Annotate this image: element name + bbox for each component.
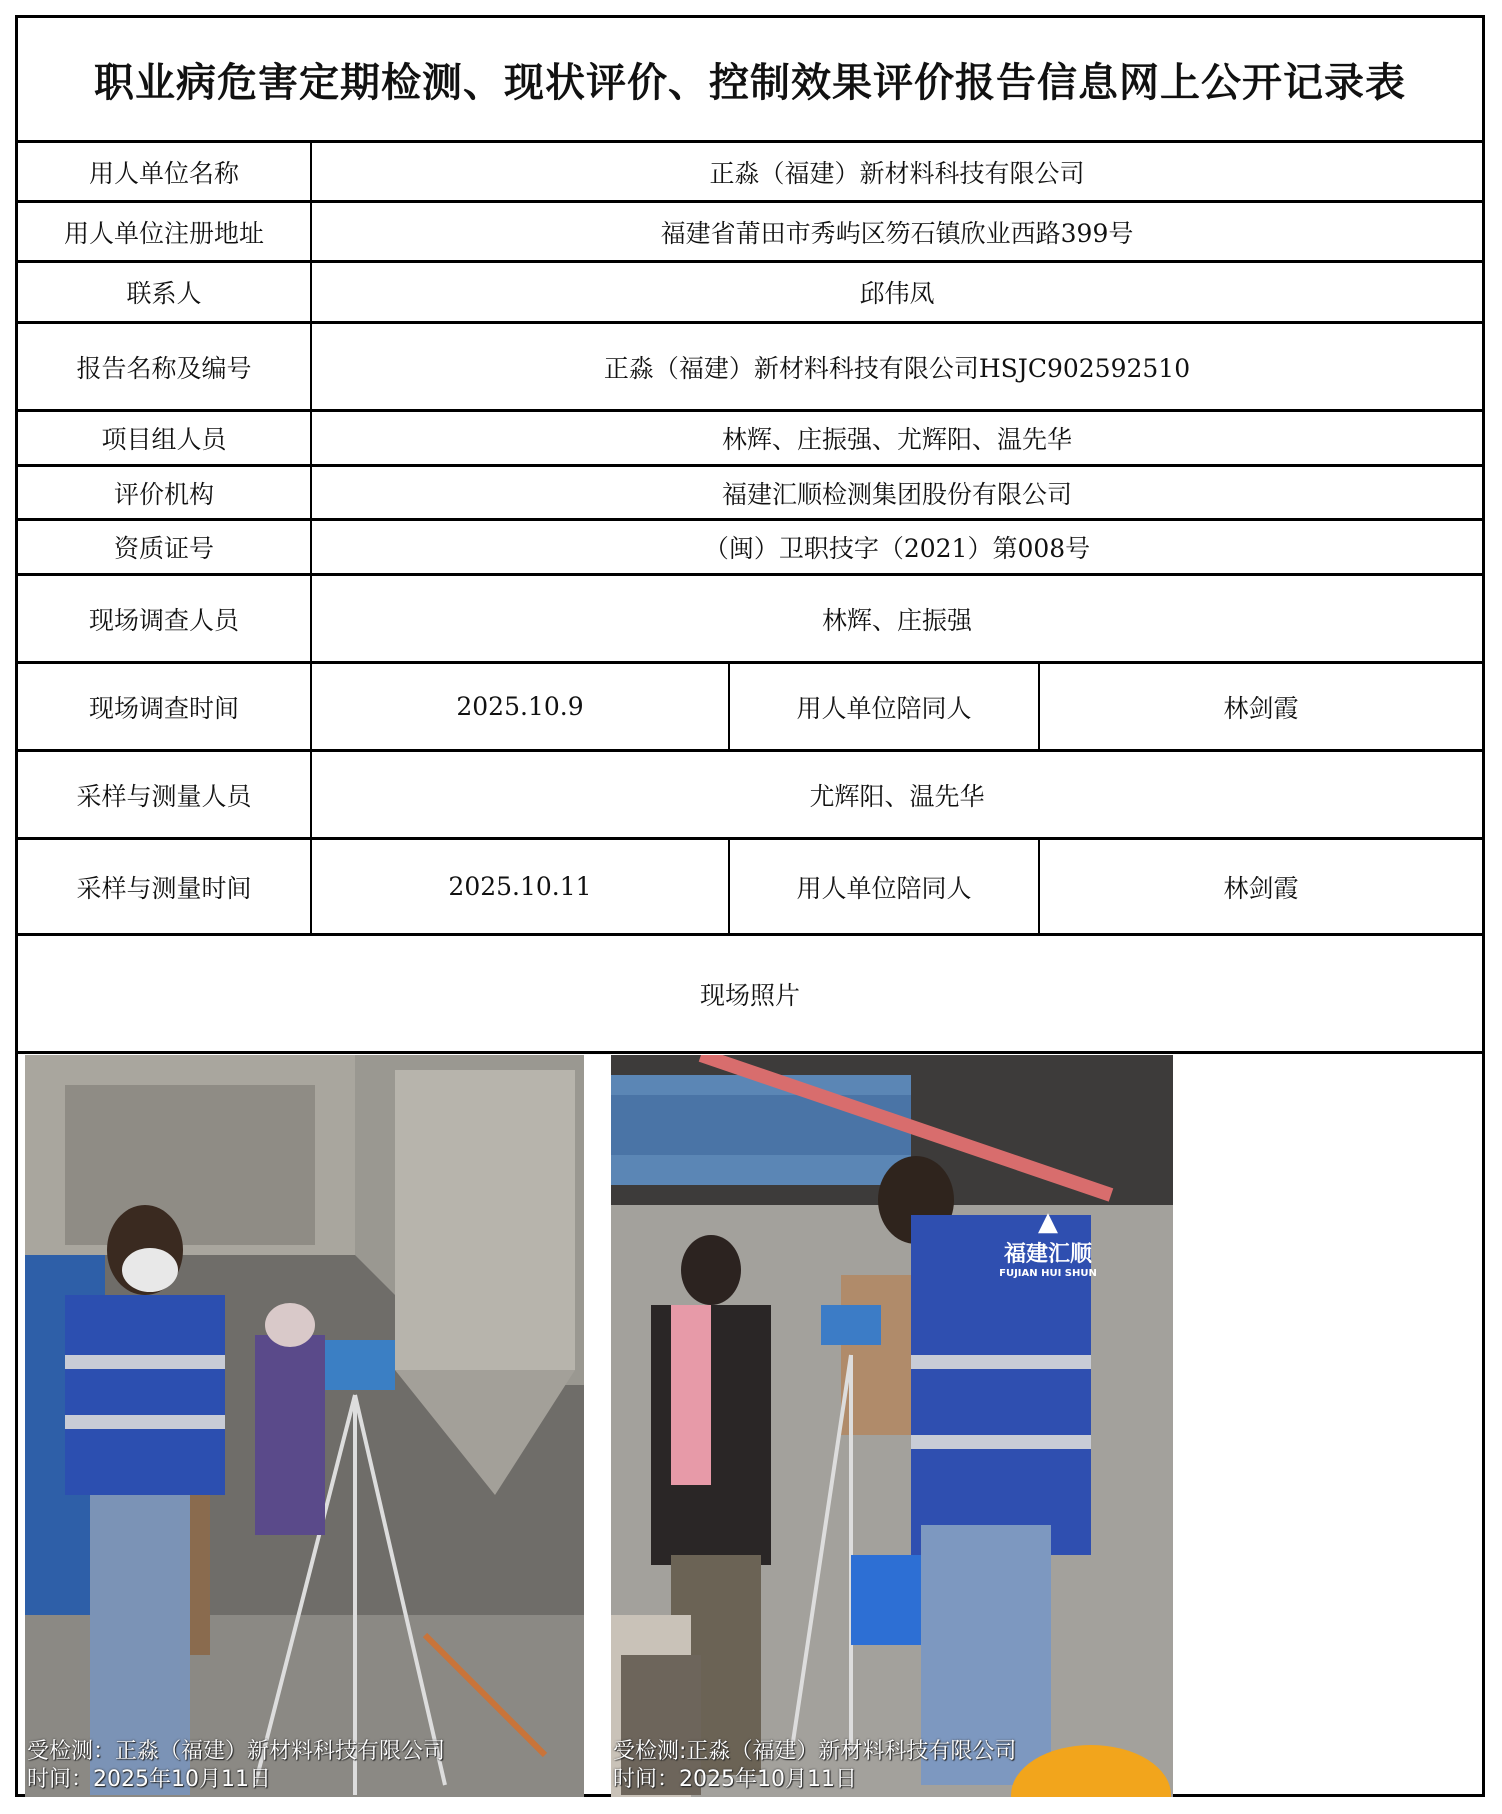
agency-label: 评价机构 [113, 479, 214, 509]
row-license [18, 518, 1482, 573]
site-photos [18, 1051, 1482, 1794]
site-photo-1 [25, 1055, 584, 1797]
vest-logo [993, 1207, 1103, 1279]
document-title: 职业病危害定期检测、现状评价、控制效果评价报告信息网上公开记录表 [94, 59, 1406, 106]
survey-time-value: 2025.10.9 [310, 664, 728, 749]
row-agency [18, 464, 1482, 518]
sampling-companion-label: 用人单位陪同人 [728, 840, 1038, 933]
employer-name-value: 正淼（福建）新材料科技有限公司 [310, 143, 1482, 200]
photo-2-caption-time: 时间：2025年10月11日 [613, 1767, 857, 1792]
row-survey-time [18, 661, 1482, 749]
row-report [18, 321, 1482, 409]
employer-name-label: 用人单位名称 [88, 158, 239, 188]
row-team [18, 409, 1482, 464]
survey-companion-label: 用人单位陪同人 [728, 664, 1038, 749]
employer-address-label: 用人单位注册地址 [63, 218, 264, 248]
site-photo-2-image [611, 1055, 1173, 1797]
row-employer-address [18, 200, 1482, 260]
site-photo-2 [611, 1055, 1173, 1797]
photo-2-caption-subject: 受检测:正淼（福建）新材料科技有限公司 [613, 1739, 1017, 1764]
row-contact [18, 260, 1482, 321]
license-label: 资质证号 [113, 534, 214, 563]
survey-staff-value: 林辉、庄振强 [310, 576, 1482, 661]
row-photos-heading [18, 933, 1482, 1051]
vest-logo-cn: 福建汇顺 [1003, 1242, 1092, 1267]
report-value: 正淼（福建）新材料科技有限公司HSJC902592510 [310, 324, 1482, 409]
title-row [18, 18, 1482, 140]
agency-value: 福建汇顺检测集团股份有限公司 [310, 467, 1482, 518]
contact-label: 联系人 [126, 279, 202, 308]
vest-logo-mark-icon: ▲ [1038, 1207, 1058, 1237]
survey-staff-label: 现场调查人员 [88, 605, 239, 635]
row-employer-name [18, 140, 1482, 200]
row-sampling-time [18, 837, 1482, 933]
disclosure-record-table [15, 15, 1485, 1797]
row-sampling-staff [18, 749, 1482, 837]
site-photo-1-image [25, 1055, 584, 1797]
report-label: 报告名称及编号 [76, 353, 252, 383]
row-survey-staff [18, 573, 1482, 661]
photos-heading: 现场照片 [699, 980, 800, 1010]
photo-1-caption-subject: 受检测：正淼（福建）新材料科技有限公司 [27, 1739, 446, 1764]
sampling-staff-label: 采样与测量人员 [76, 781, 252, 811]
contact-value: 邱伟凤 [310, 263, 1482, 321]
vest-logo-en: FUJIAN HUI SHUN [999, 1268, 1097, 1279]
sampling-staff-value: 尤辉阳、温先华 [310, 752, 1482, 837]
sampling-time-label: 采样与测量时间 [76, 873, 252, 903]
sampling-time-value: 2025.10.11 [310, 840, 728, 933]
team-label: 项目组人员 [101, 425, 227, 454]
survey-time-label: 现场调查时间 [88, 693, 239, 723]
employer-address-value: 福建省莆田市秀屿区笏石镇欣业西路399号 [310, 203, 1482, 260]
survey-companion-value: 林剑霞 [1038, 664, 1482, 749]
license-value: （闽）卫职技字（2021）第008号 [310, 521, 1482, 573]
team-value: 林辉、庄振强、尤辉阳、温先华 [310, 412, 1482, 464]
sampling-companion-value: 林剑霞 [1038, 840, 1482, 933]
photo-1-caption-time: 时间：2025年10月11日 [27, 1767, 271, 1792]
